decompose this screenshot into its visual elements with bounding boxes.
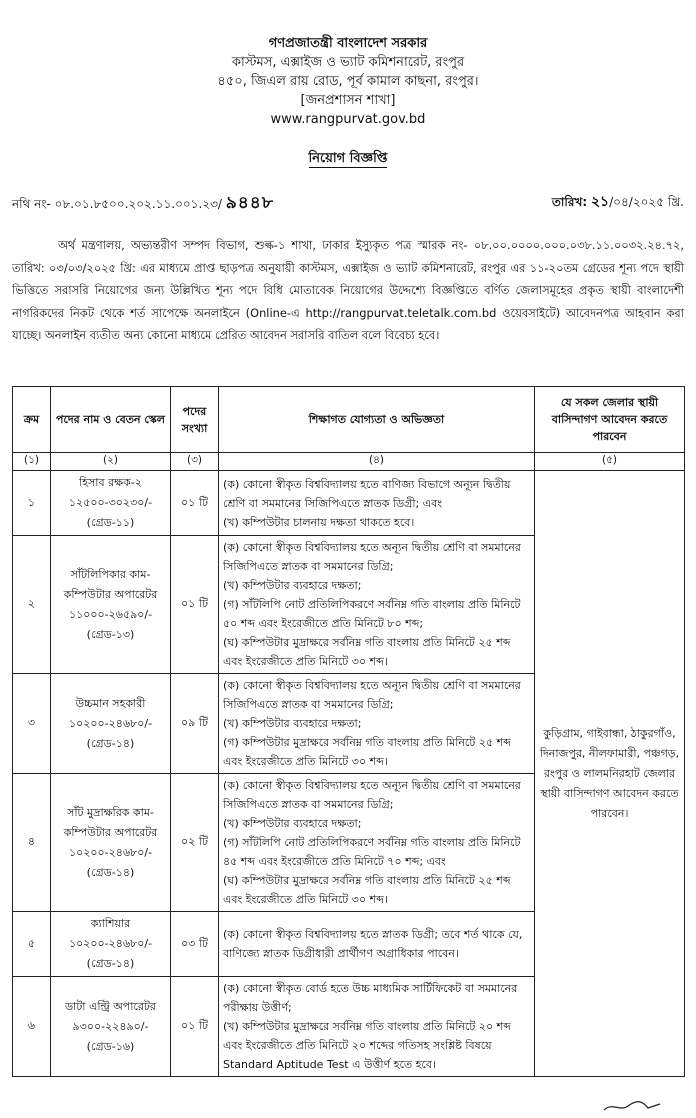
pay-scale: ১০২০০-২৪৬৮০/- xyxy=(68,937,153,950)
vacancy-table xyxy=(12,386,685,1077)
qualification-item: (গ) সাঁটলিপি নোট প্রতিলিপিকরণে সর্বনিম্ন গতি বাংলায় প্রতি মিনিটে ৫০ শব্দ এবং ইংরেজীতে প্রতি মিনিটে ৮০ শব্দ; xyxy=(223,598,521,630)
grade: (গ্রেড-১৩) xyxy=(86,627,135,641)
pay-scale: ১২৫০০-৩০২৩০/- xyxy=(68,496,153,509)
qualification-item: (খ) কম্পিউটার ব্যবহারে দক্ষতা; xyxy=(223,817,362,830)
qualification-cell xyxy=(219,977,535,1077)
col-header-qualification: শিক্ষাগত যোগ্যতা ও অভিজ্ঞতা xyxy=(219,387,535,453)
col-number: (১) xyxy=(13,453,51,471)
table-row xyxy=(13,471,685,536)
post-cell xyxy=(51,536,171,674)
qualification-item: (খ) কম্পিউটার মুদ্রাক্ষরে সর্বনিম্ন গতি বাংলায় প্রতি মিনিটে ২০ শব্দ এবং ইংরেজীতে প্রতি মিনিটে ২০ শব্দের গতিসহ সংশ্লিষ্ট বিষয়ে Standard Aptitude Test এ উত্তীর্ণ হতে হবে। xyxy=(223,1020,511,1071)
post-cell xyxy=(51,912,171,977)
notice-title-wrap xyxy=(0,149,696,170)
count-cell: ০১ টি xyxy=(171,471,219,536)
office-address: ৪৫০, জিএল রায় রোড, পূর্ব কামাল কাছনা, রংপুর। xyxy=(217,74,479,89)
col-number: (৫) xyxy=(535,453,685,471)
qualification-item: (খ) কম্পিউটার চালনায় দক্ষতা থাকতে হবে। xyxy=(223,515,415,529)
post-name: সাঁট মুদ্রাক্ষরিক কাম-কম্পিউটার অপারেটর xyxy=(63,805,158,839)
post-name: সাঁটলিপিকার কাম-কম্পিউটার অপারেটর xyxy=(63,567,158,601)
qualification-item: (খ) কম্পিউটার ব্যবহারে দক্ষতা; xyxy=(223,717,362,730)
pay-scale: ১১০০০-২৬৫৯০/- xyxy=(68,607,153,621)
col-number: (৪) xyxy=(219,453,535,471)
branch-name: [জনপ্রশাসন শাখা] xyxy=(300,93,396,108)
letterhead xyxy=(0,0,696,129)
serial-cell: ৫ xyxy=(13,912,51,977)
qualification-item: (গ) সাঁটলিপি নোট প্রতিলিপিকরণে সর্বনিম্ন গতি বাংলায় প্রতি মিনিটে ৪৫ শব্দ এবং ইংরেজীতে প্রতি মিনিটে ৭০ শব্দ; এবং xyxy=(223,836,521,868)
qualification-item: (ক) কোনো স্বীকৃত বিশ্ববিদ্যালয় হতে অন্যূন দ্বিতীয় শ্রেণি বা সমমানের সিজিপিএতে স্নাতক বা সমমানের ডিগ্রি; xyxy=(223,541,521,573)
post-name: ক্যাশিয়ার xyxy=(90,917,131,930)
qualification-cell xyxy=(219,774,535,912)
qualification-cell xyxy=(219,912,535,977)
qualification-item: (ক) কোনো স্বীকৃত বিশ্ববিদ্যালয় হতে স্নাতক ডিগ্রী; তবে শর্ত থাকে যে, বাণিজ্যে স্নাতক ডিগ্রীধারী প্রার্থীগণ অগ্রাধিকার পাবেন। xyxy=(223,928,523,960)
count-cell: ০১ টি xyxy=(171,536,219,674)
grade: (গ্রেড-১৪) xyxy=(86,957,135,970)
post-cell xyxy=(51,674,171,774)
count-cell: ০২ টি xyxy=(171,774,219,912)
serial-cell: ২ xyxy=(13,536,51,674)
col-header-post: পদের নাম ও বেতন স্কেল xyxy=(51,387,171,453)
districts-cell: কুড়িগ্রাম, গাইবান্ধা, ঠাকুরগাঁও, দিনাজপুর, নীলফামারী, পঞ্চগড়, রংপুর ও লালমনিরহাট জেলার স্থায়ী বাসিন্দাগণ আবেদন করতে পারবেন। xyxy=(535,471,685,1077)
qualification-item: (ঘ) কম্পিউটার মুদ্রাক্ষরে সর্বনিম্ন গতি বাংলায় প্রতি মিনিটে ২৫ শব্দ এবং ইংরেজীতে প্রতি মিনিটে ৩০ শব্দ। xyxy=(223,636,511,668)
col-number: (২) xyxy=(51,453,171,471)
office-name: কাস্টমস, এক্সাইজ ও ভ্যাট কমিশনারেট, রংপুর xyxy=(231,55,465,70)
qualification-item: (ঘ) কম্পিউটার মুদ্রাক্ষরে সর্বনিম্ন গতি বাংলায় প্রতি মিনিটে ২৫ শব্দ এবং ইংরেজীতে প্রতি মিনিটে ৩০ শব্দ। xyxy=(223,874,511,906)
qualification-item: (গ) কম্পিউটার মুদ্রাক্ষরে সর্বনিম্ন গতি বাংলায় প্রতি মিনিটে ২৫ শব্দ এবং ইংরেজীতে প্রতি মিনিটে ৩০ শব্দ। xyxy=(223,736,511,768)
post-name: ডাটা এন্ট্রি অপারেটর xyxy=(65,999,156,1013)
grade: (গ্রেড-১১) xyxy=(86,516,135,529)
qualification-item: (ক) কোনো স্বীকৃত বিশ্ববিদ্যালয় হতে বাণিজ্য বিভাগে অন্যূন দ্বিতীয় শ্রেণি বা সমমানের সিজিপিএতে স্নাতক ডিগ্রী; এবং xyxy=(223,477,511,510)
date-rest: /০৪/২০২৫ খ্রি. xyxy=(609,195,684,209)
table-header-row xyxy=(13,387,685,453)
col-header-districts: যে সকল জেলার স্থায়ী বাসিন্দাগণ আবেদন করতে পারবেন xyxy=(535,387,685,453)
post-cell xyxy=(51,471,171,536)
pay-scale: ১০২০০-২৪৬৮০/- xyxy=(68,845,153,859)
post-cell xyxy=(51,774,171,912)
count-cell: ০৯ টি xyxy=(171,674,219,774)
notice-title: নিয়োগ বিজ্ঞপ্তি xyxy=(308,151,388,166)
memo-reference xyxy=(12,190,274,218)
qualification-cell xyxy=(219,471,535,536)
signature-mark xyxy=(602,1098,662,1114)
grade: (গ্রেড-১৪) xyxy=(86,865,135,879)
memo-number: ৯৪৪৮ xyxy=(225,193,274,213)
count-cell: ০১ টি xyxy=(171,977,219,1077)
qualification-cell xyxy=(219,674,535,774)
qualification-item: (খ) কম্পিউটার ব্যবহারে দক্ষতা; xyxy=(223,579,362,592)
post-cell xyxy=(51,977,171,1077)
date-day: ২১ xyxy=(590,194,610,210)
serial-cell: ৩ xyxy=(13,674,51,774)
serial-cell: ৬ xyxy=(13,977,51,1077)
qualification-item: (ক) কোনো স্বীকৃত বিশ্ববিদ্যালয় হতে অন্যূন দ্বিতীয় শ্রেণি বা সমমানের সিজিপিএতে স্নাতক বা সমমানের ডিগ্রি; xyxy=(223,679,521,711)
post-name: হিসাব রক্ষক-২ xyxy=(79,476,142,489)
issue-date xyxy=(552,190,684,218)
qualification-cell xyxy=(219,536,535,674)
pay-scale: ৯৩০০-২২৪৯০/- xyxy=(72,1019,149,1033)
qualification-item: (ক) কোনো স্বীকৃত বিশ্ববিদ্যালয় হতে অন্যূন দ্বিতীয় শ্রেণি বা সমমানের সিজিপিএতে স্নাতক বা সমমানের ডিগ্রি; xyxy=(223,779,521,811)
col-header-serial: ক্রম xyxy=(13,387,51,453)
serial-cell: ১ xyxy=(13,471,51,536)
col-header-count: পদের সংখ্যা xyxy=(171,387,219,453)
notice-body: অর্থ মন্ত্রণালয়, অভ্যন্তরীণ সম্পদ বিভাগ, শুল্ক-১ শাখা, ঢাকার ইস্যুকৃত পত্র স্মারক নং- ০৮.০০.০০০০.০০০.০৩৮.১১.০০৩২.২৪.৭২, তারিখ: ০৩/০৩/২০২৫ খ্রি: এর মাধ্যমে প্রাপ্ত ছাড়পত্র অনুযায়ী কাস্টমস, এক্সাইজ ও ভ্যাট কমিশনারেট, রংপুর এর ১১-২০তম গ্রেডের শূন্য পদে স্থায়ী ভিত্তিতে সরাসরি নিয়োগের জন্য উল্লিখিত শূন্য পদে বিধি মোতাবেক নিয়োগের উদ্দেশ্যে বিজ্ঞপ্তিতে বর্ণিত জেলাসমূহের প্রকৃত স্থায়ী বাংলাদেশী নাগরিকদের নিকট থেকে শর্ত সাপেক্ষে অনলাইনে (Online-এ http://rangpurvat.teletalk.com.bd ওয়েবসাইটে) আবেদনপত্র আহবান করা যাচ্ছে। অনলাইন ব্যতীত অন্য কোনো মাধ্যমে প্রেরিত আবেদন সরাসরি বাতিল বলে বিবেচ্য হবে। xyxy=(12,238,684,342)
memo-label: নথি নং- ০৮.০১.৮৫০০.২০২.১১.০০১.২৩/ xyxy=(12,197,222,211)
reference-line xyxy=(12,190,684,218)
government-name: গণপ্রজাতন্ত্রী বাংলাদেশ সরকার xyxy=(268,36,428,51)
count-cell: ০৩ টি xyxy=(171,912,219,977)
date-label: তারিখ: xyxy=(551,195,588,209)
col-number: (৩) xyxy=(171,453,219,471)
column-number-row xyxy=(13,453,685,471)
serial-cell: ৪ xyxy=(13,774,51,912)
post-name: উচ্চমান সহকারী xyxy=(75,696,146,710)
grade: (গ্রেড-১৪) xyxy=(86,736,135,750)
website: www.rangpurvat.gov.bd xyxy=(270,112,426,127)
grade: (গ্রেড-১৬) xyxy=(86,1039,135,1053)
pay-scale: ১০২০০-২৪৬৮০/- xyxy=(68,716,153,730)
qualification-item: (ক) কোনো স্বীকৃত বোর্ড হতে উচ্চ মাধ্যমিক সার্টিফিকেট বা সমমানের পরীক্ষায় উত্তীর্ণ; xyxy=(223,982,518,1014)
